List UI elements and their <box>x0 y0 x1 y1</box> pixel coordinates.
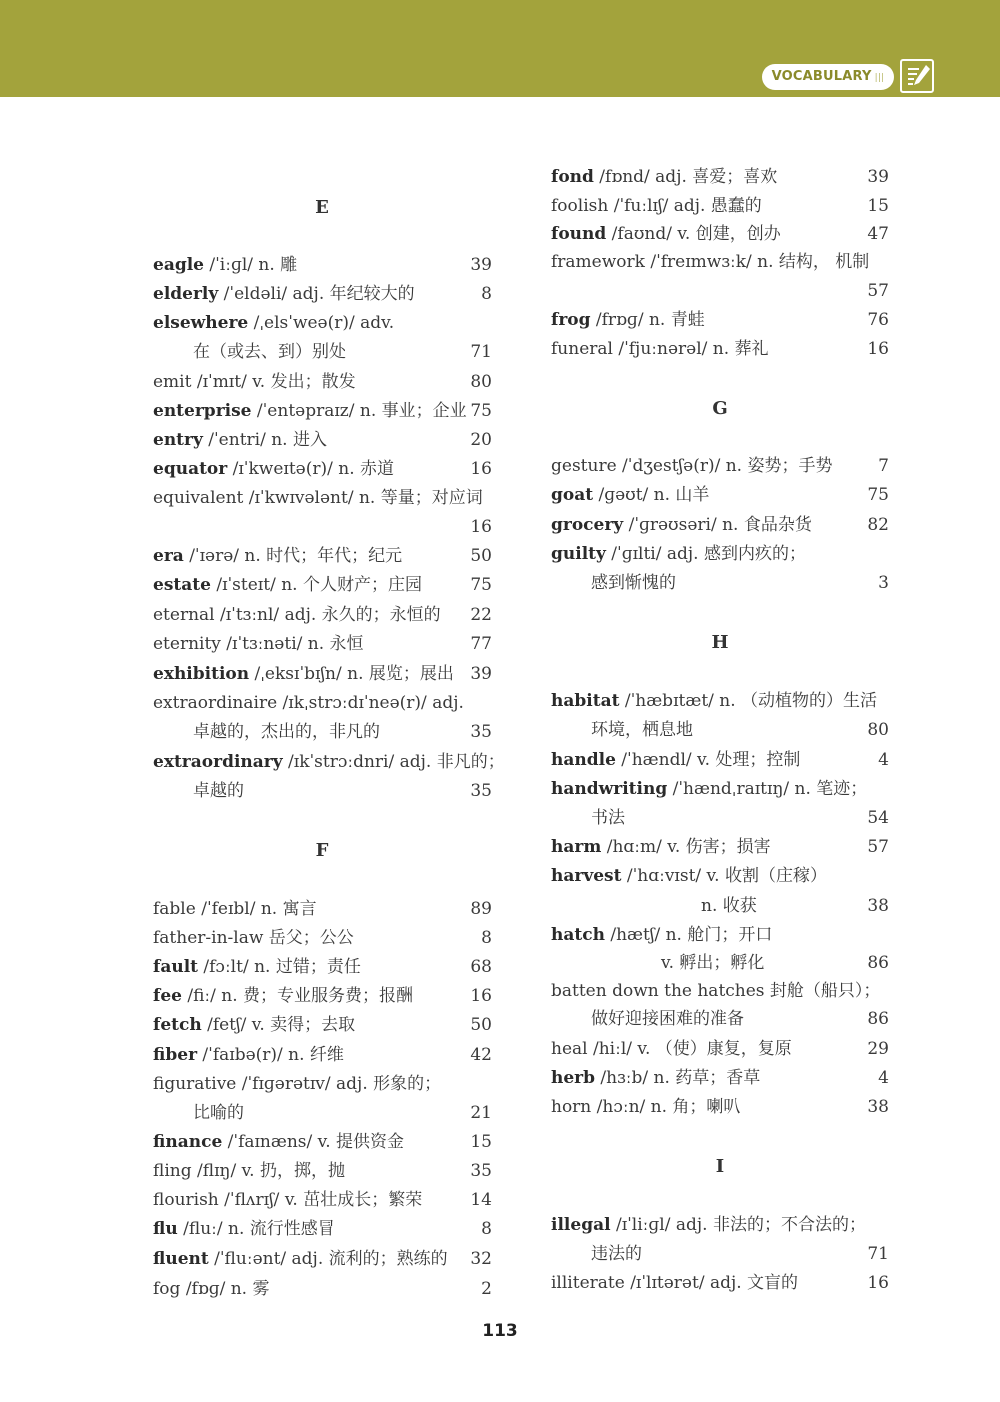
headword: enterprise <box>153 401 252 421</box>
headword: hatch <box>551 925 605 945</box>
definition: /ˈentəpraɪz/ n. 事业；企业 <box>251 401 467 421</box>
unit-page-number: 57 <box>867 281 889 301</box>
definition: eternal /ɪˈtɜːnl/ adj. 永久的；永恒的 <box>153 605 441 625</box>
definition: /ɪˈkweɪtə(r)/ n. 赤道 <box>227 459 394 479</box>
unit-page-number: 35 <box>470 781 492 801</box>
definition: /hætʃ/ n. 舱门；开口 <box>604 925 773 945</box>
definition: emit /ɪˈmɪt/ v. 发出；散发 <box>153 372 356 392</box>
vocab-entry <box>591 1240 889 1268</box>
headword: fiber <box>153 1045 198 1065</box>
letter-heading-g: G <box>712 398 728 419</box>
vocab-entry <box>153 1186 492 1214</box>
unit-page-number: 7 <box>878 456 889 476</box>
definition: /ˈfaɪnæns/ v. 提供资金 <box>222 1132 405 1152</box>
vocab-entry <box>153 953 492 981</box>
definition: 在（或去、到）别处 <box>193 342 346 362</box>
headword: entry <box>153 430 203 450</box>
definition: extraordinaire /ɪkˌstrɔːdɪˈneə(r)/ adj. <box>153 693 464 713</box>
unit-page-number: 39 <box>867 167 889 187</box>
vocab-entry <box>551 687 889 715</box>
vocab-entry <box>193 718 492 746</box>
definition: /ˈhɑːvɪst/ v. 收割（庄稼） <box>621 866 827 886</box>
definition: /frɒɡ/ n. 青蛙 <box>590 310 705 330</box>
unit-page-number: 86 <box>867 953 889 973</box>
definition: /ˌeksɪˈbɪʃn/ n. 展览；展出 <box>249 664 454 684</box>
page-number: 113 <box>482 1321 518 1341</box>
vocab-entry <box>551 977 889 1005</box>
unit-page-number: 4 <box>878 1068 889 1088</box>
definition: heal /hiːl/ v. （使）康复，复原 <box>551 1039 792 1059</box>
definition: framework /ˈfreɪmwɜːk/ n. 结构， 机制 <box>551 252 870 272</box>
vocab-entry <box>551 306 889 334</box>
unit-page-number: 16 <box>470 459 492 479</box>
definition: eternity /ɪˈtɜːnəti/ n. 永恒 <box>153 634 364 654</box>
definition: 感到惭愧的 <box>591 573 676 593</box>
vocab-entry <box>551 1093 889 1121</box>
headword: harm <box>551 837 602 857</box>
definition: /fluː/ n. 流行性感冒 <box>177 1219 335 1239</box>
unit-page-number: 47 <box>867 224 889 244</box>
vocab-entry <box>591 804 889 832</box>
headword: eagle <box>153 255 204 275</box>
vocab-entry <box>153 660 492 688</box>
vocab-entry <box>153 280 492 308</box>
unit-page-number: 82 <box>867 515 889 535</box>
unit-page-number: 57 <box>867 837 889 857</box>
definition: batten down the hatches 封舱（船只）； <box>551 981 881 1001</box>
vocab-entry <box>153 982 492 1010</box>
unit-page-number: 16 <box>470 517 492 537</box>
unit-page-number: 8 <box>481 928 492 948</box>
definition: 卓越的 <box>193 781 244 801</box>
definition: /hɑːm/ v. 伤害；损害 <box>601 837 771 857</box>
definition: 环境，栖息地 <box>591 720 693 740</box>
vocab-entry <box>551 746 889 774</box>
unit-page-number: 2 <box>481 1279 492 1299</box>
definition: /ˈhæbɪtæt/ n. （动植物的）生活 <box>619 691 878 711</box>
definition: /ˈhændl/ v. 处理；控制 <box>615 750 801 770</box>
unit-page-number: 35 <box>470 1161 492 1181</box>
vocab-entry <box>551 192 889 220</box>
definition: illiterate /ɪˈlɪtərət/ adj. 文盲的 <box>551 1273 799 1293</box>
definition: flourish /ˈflʌrɪʃ/ v. 茁壮成长；繁荣 <box>153 1190 423 1210</box>
unit-page-number: 15 <box>470 1132 492 1152</box>
headword: guilty <box>551 544 606 564</box>
definition: fog /fɒɡ/ n. 雾 <box>153 1279 270 1299</box>
unit-page-number: 32 <box>470 1249 492 1269</box>
definition: 比喻的 <box>193 1103 244 1123</box>
vocab-entry <box>153 1215 492 1243</box>
vocab-entry <box>551 335 889 363</box>
unit-page-number: 16 <box>867 1273 889 1293</box>
vocab-entry <box>153 1011 492 1039</box>
section-label-tail: ||| <box>874 73 885 83</box>
vocab-entry <box>551 1035 889 1063</box>
headword: fee <box>153 986 182 1006</box>
unit-page-number: 8 <box>481 284 492 304</box>
vocab-entry <box>153 1128 492 1156</box>
vocab-entry <box>153 1245 492 1273</box>
definition: fable /ˈfeɪbl/ n. 寓言 <box>153 899 317 919</box>
letter-heading-e: E <box>315 197 329 218</box>
headword: handwriting <box>551 779 668 799</box>
definition: figurative /ˈfɪɡərətɪv/ adj. 形象的； <box>153 1074 442 1094</box>
definition: /fɔːlt/ n. 过错；责任 <box>198 957 361 977</box>
definition: /ˈɡɪlti/ adj. 感到内疚的； <box>605 544 806 564</box>
unit-page-number: 80 <box>470 372 492 392</box>
unit-page-number: 20 <box>470 430 492 450</box>
unit-page-number: 86 <box>867 1009 889 1029</box>
definition: foolish /ˈfuːlɪʃ/ adj. 愚蠢的 <box>551 196 762 216</box>
unit-page-number: 89 <box>470 899 492 919</box>
vocab-entry <box>551 220 889 248</box>
definition: gesture /ˈdʒestʃə(r)/ n. 姿势；手势 <box>551 456 833 476</box>
unit-page-number: 35 <box>470 722 492 742</box>
unit-page-number: 21 <box>470 1103 492 1123</box>
definition: 做好迎接困难的准备 <box>591 1009 744 1029</box>
headword: frog <box>551 310 591 330</box>
definition: /fetʃ/ v. 卖得；去取 <box>201 1015 356 1035</box>
headword: equator <box>153 459 228 479</box>
unit-page-number: 75 <box>470 401 492 421</box>
unit-page-number: 76 <box>867 310 889 330</box>
definition: /ˈhændˌraɪtɪŋ/ n. 笔迹； <box>667 779 868 799</box>
headword: habitat <box>551 691 620 711</box>
unit-page-number: 29 <box>867 1039 889 1059</box>
headword: fond <box>551 167 594 187</box>
unit-page-number: 38 <box>867 896 889 916</box>
vocab-entry <box>153 1041 492 1069</box>
unit-page-number: 42 <box>470 1045 492 1065</box>
headword: goat <box>551 485 594 505</box>
definition: equivalent /ɪˈkwɪvələnt/ n. 等量；对应词 <box>153 488 483 508</box>
vocab-entry <box>551 921 889 949</box>
definition: father-in-law 岳父；公公 <box>153 928 354 948</box>
unit-page-number: 3 <box>878 573 889 593</box>
unit-page-number: 8 <box>481 1219 492 1239</box>
unit-page-number: 71 <box>470 342 492 362</box>
vocab-entry <box>153 426 492 454</box>
headword: elsewhere <box>153 313 249 333</box>
headword: extraordinary <box>153 752 283 772</box>
unit-page-number: 50 <box>470 1015 492 1035</box>
vocab-entry <box>153 513 492 541</box>
definition: v. 孵出；孵化 <box>661 953 765 973</box>
definition: /ˈfluːənt/ adj. 流利的；熟练的 <box>208 1249 448 1269</box>
vocab-entry <box>153 924 492 952</box>
vocab-entry <box>153 1070 492 1098</box>
headword: fluent <box>153 1249 209 1269</box>
unit-page-number: 50 <box>470 546 492 566</box>
unit-page-number: 39 <box>470 255 492 275</box>
headword: fetch <box>153 1015 202 1035</box>
vocab-entry <box>153 601 492 629</box>
vocab-entry <box>153 689 492 717</box>
headword: illegal <box>551 1215 611 1235</box>
vocab-entry <box>701 892 889 920</box>
vocab-entry <box>153 571 492 599</box>
vocab-entry <box>153 1157 492 1185</box>
definition: /ɡəʊt/ n. 山羊 <box>593 485 710 505</box>
headword: herb <box>551 1068 596 1088</box>
definition: /fiː/ n. 费；专业服务费；报酬 <box>181 986 414 1006</box>
definition: /ɪkˈstrɔːdnri/ adj. 非凡的； <box>282 752 505 772</box>
unit-page-number: 77 <box>470 634 492 654</box>
headword: era <box>153 546 184 566</box>
section-label <box>762 64 894 90</box>
definition: /ˈiːɡl/ n. 雕 <box>204 255 298 275</box>
unit-page-number: 75 <box>867 485 889 505</box>
headword: exhibition <box>153 664 250 684</box>
unit-page-number: 15 <box>867 196 889 216</box>
vocab-entry <box>591 1005 889 1033</box>
vocab-entry <box>153 368 492 396</box>
unit-page-number: 68 <box>470 957 492 977</box>
vocab-entry <box>591 716 889 744</box>
unit-page-number: 54 <box>867 808 889 828</box>
vocab-entry <box>153 1275 492 1303</box>
vocab-entry <box>153 748 505 776</box>
definition: /ɪˈsteɪt/ n. 个人财产；庄园 <box>210 575 422 595</box>
definition: funeral /ˈfjuːnərəl/ n. 葬礼 <box>551 339 769 359</box>
definition: 书法 <box>591 808 625 828</box>
vocab-entry <box>591 569 889 597</box>
vocab-entry <box>153 455 492 483</box>
letter-heading-i: I <box>715 1156 725 1177</box>
vocab-entry <box>551 775 889 803</box>
vocab-entry <box>153 309 492 337</box>
unit-page-number: 22 <box>470 605 492 625</box>
unit-page-number: 71 <box>867 1244 889 1264</box>
headword: harvest <box>551 866 622 886</box>
section-label-text: VOCABULARY <box>771 69 872 84</box>
definition: /ˈeldəli/ adj. 年纪较大的 <box>218 284 415 304</box>
unit-page-number: 4 <box>878 750 889 770</box>
unit-page-number: 14 <box>470 1190 492 1210</box>
definition: /ˌelsˈweə(r)/ adv. <box>248 313 395 333</box>
vocab-entry <box>193 1099 492 1127</box>
headword: handle <box>551 750 616 770</box>
vocab-entry <box>551 862 889 890</box>
letter-heading-h: H <box>711 632 729 653</box>
unit-page-number: 39 <box>470 664 492 684</box>
headword: grocery <box>551 515 624 535</box>
definition: /fɒnd/ adj. 喜爱；喜欢 <box>593 167 778 187</box>
headword: found <box>551 224 607 244</box>
definition: 违法的 <box>591 1244 642 1264</box>
vocab-entry <box>551 248 889 276</box>
vocab-entry <box>551 833 889 861</box>
definition: n. 收获 <box>701 896 757 916</box>
headword: elderly <box>153 284 219 304</box>
vocab-entry <box>153 630 492 658</box>
letter-heading-f: F <box>315 840 329 861</box>
definition: /faʊnd/ v. 创建，创办 <box>606 224 781 244</box>
headword: flu <box>153 1219 178 1239</box>
unit-page-number: 16 <box>470 986 492 1006</box>
unit-page-number: 80 <box>867 720 889 740</box>
vocab-entry <box>551 481 889 509</box>
vocab-entry <box>551 277 889 305</box>
unit-page-number: 38 <box>867 1097 889 1117</box>
definition: /ˈentri/ n. 进入 <box>202 430 327 450</box>
definition: /ˈɡrəʊsəri/ n. 食品杂货 <box>623 515 812 535</box>
vocab-entry <box>153 397 492 425</box>
headword: fault <box>153 957 198 977</box>
headword: finance <box>153 1132 223 1152</box>
definition: /hɜːb/ n. 药草；香草 <box>595 1068 761 1088</box>
vocab-entry <box>153 542 492 570</box>
definition: 卓越的，杰出的，非凡的 <box>193 722 380 742</box>
definition: fling /flɪŋ/ v. 扔，掷，抛 <box>153 1161 345 1181</box>
definition: horn /hɔːn/ n. 角；喇叭 <box>551 1097 741 1117</box>
headword: estate <box>153 575 211 595</box>
vocab-entry <box>551 452 889 480</box>
definition: /ˈfaɪbə(r)/ n. 纤维 <box>197 1045 344 1065</box>
vocab-entry <box>551 1064 889 1092</box>
vocab-entry <box>153 251 492 279</box>
definition: /ɪˈliːɡl/ adj. 非法的；不合法的； <box>610 1215 866 1235</box>
unit-page-number: 75 <box>470 575 492 595</box>
vocab-entry <box>551 1211 889 1239</box>
vocab-entry <box>153 484 492 512</box>
vocab-entry <box>551 163 889 191</box>
unit-page-number: 16 <box>867 339 889 359</box>
vocab-entry <box>661 949 889 977</box>
vocab-entry <box>551 1269 889 1297</box>
vocab-entry <box>551 540 889 568</box>
vocab-entry <box>551 511 889 539</box>
definition: /ˈɪərə/ n. 时代；年代；纪元 <box>183 546 403 566</box>
vocab-entry <box>153 895 492 923</box>
vocab-entry <box>193 777 492 805</box>
vocab-entry <box>193 338 492 366</box>
notebook-pen-icon <box>900 59 934 93</box>
